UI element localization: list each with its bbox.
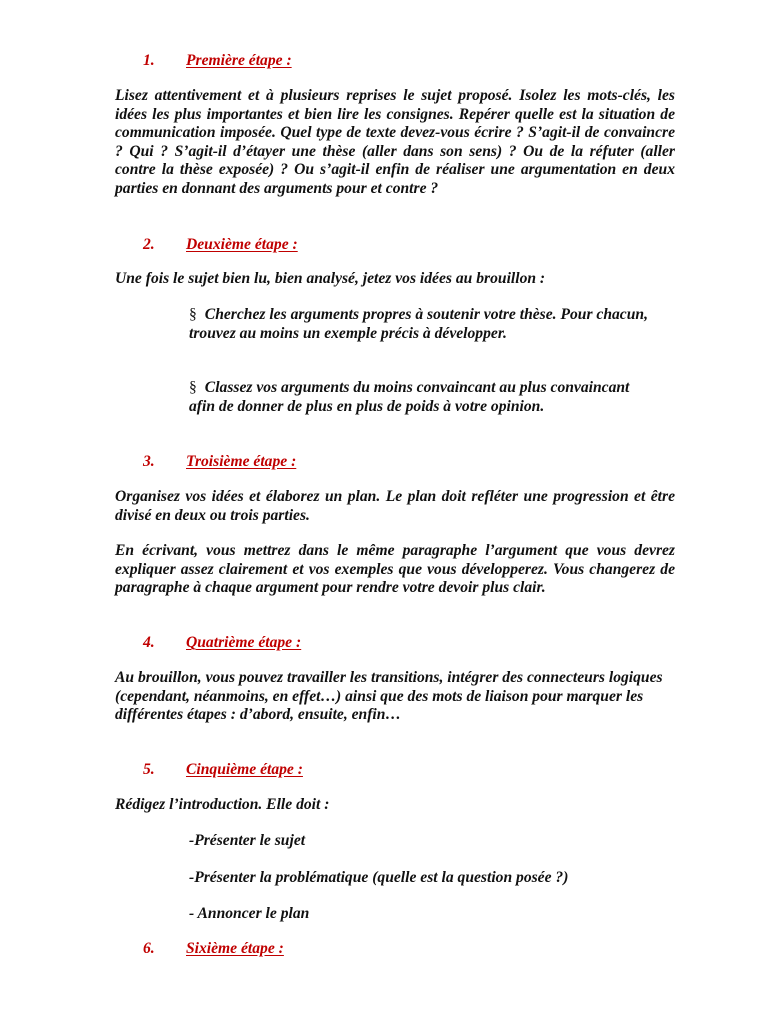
step-3-paragraph-1: Organisez vos idées et élaborez un plan. Le plan doit refléter une progression et être divisé en deux ou trois parties. [115, 488, 675, 524]
step-5-intro: Rédigez l’introduction. Elle doit : [115, 796, 330, 813]
step-5-heading [143, 761, 303, 779]
step-title: Sixième étape : [186, 940, 284, 957]
step-number: 5. [143, 761, 155, 778]
step-number: 1. [143, 52, 155, 69]
step-number: 4. [143, 634, 155, 651]
bullet-text: Classez vos arguments du moins convaincant au plus convaincant afin de donner de plus en plus de poids à votre opinion. [189, 379, 630, 415]
step-5-item: -Présenter la problématique (quelle est la question posée ?) [189, 869, 569, 886]
bullet-text: Cherchez les arguments propres à soutenir votre thèse. Pour chacun, trouvez au moins un exemple précis à développer. [189, 306, 648, 342]
step-number: 3. [143, 453, 155, 470]
step-title: Troisième étape : [186, 453, 297, 470]
step-3-heading [143, 453, 296, 471]
step-number: 6. [143, 940, 155, 957]
step-title: Quatrième étape : [186, 634, 302, 651]
step-title: Première étape : [186, 52, 292, 69]
step-6-heading [143, 940, 284, 958]
step-1-heading [143, 52, 292, 70]
step-number: 2. [143, 236, 155, 253]
step-2-intro: Une fois le sujet bien lu, bien analysé, jetez vos idées au brouillon : [115, 270, 546, 287]
step-2-bullet-1 [189, 306, 659, 343]
step-4-heading [143, 634, 301, 652]
step-3-paragraph-2: En écrivant, vous mettrez dans le même paragraphe l’argument que vous devrez expliquer assez clairement et vos exemples que vous développerez. Vous changerez de paragraphe à chaque argument pour rendre votre devoir plus clair. [115, 542, 675, 597]
step-title: Cinquième étape : [186, 761, 303, 778]
step-2-bullet-2 [189, 379, 659, 416]
step-5-item: - Annoncer le plan [189, 905, 310, 922]
step-title: Deuxième étape : [186, 236, 298, 253]
section-sign-icon: § [189, 379, 197, 396]
step-2-heading [143, 236, 298, 254]
step-5-item: -Présenter le sujet [189, 832, 306, 849]
step-4-paragraph: Au brouillon, vous pouvez travailler les transitions, intégrer des connecteurs logiques (cependant, néanmoins, en effet…) ainsi que des mots de liaison pour marquer les différentes étapes : d’abord, ensuite, enfin… [115, 669, 663, 724]
step-1-paragraph: Lisez attentivement et à plusieurs reprises le sujet proposé. Isolez les mots-clés, les idées les plus importantes et bien lire les consignes. Repérer quelle est la situation de communication imposée. Quel type de texte devez-vous écrire ? S’agit-il de convaincre ? Qui ? S’agit-il d’étayer une thèse (aller dans son sens) ? Ou de la réfuter (aller contre la thèse exposée) ? Ou s’agit-il enfin de réaliser une argumentation en deux parties en donnant des arguments pour et contre ? [115, 87, 675, 197]
section-sign-icon: § [189, 306, 197, 323]
